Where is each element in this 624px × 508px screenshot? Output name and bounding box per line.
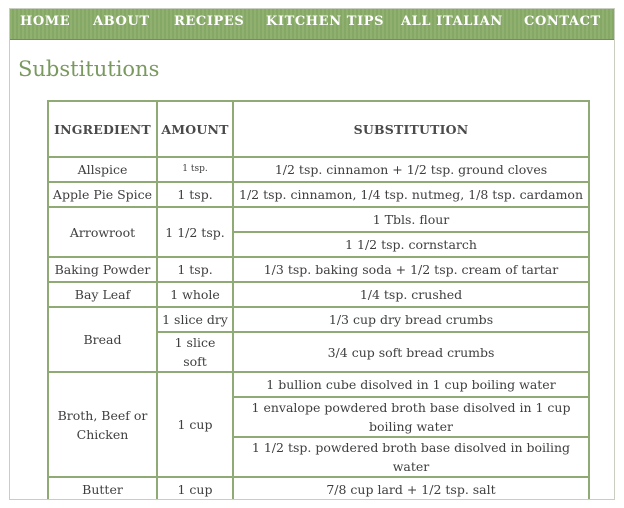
table-row [48, 157, 589, 182]
amount-cell: 1 tsp. [157, 182, 233, 207]
amount-cell: 1 1/2 tsp. [157, 207, 233, 257]
table-header-row [48, 101, 589, 157]
substitution-cell: 1 1/2 tsp. powdered broth base disolved in boiling water [233, 437, 589, 477]
table-row [48, 372, 589, 397]
substitutions-table [47, 100, 590, 500]
ingredient-cell: Apple Pie Spice [48, 182, 157, 207]
ingredient-cell: Allspice [48, 157, 157, 182]
substitution-cell: 1 envalope powdered broth base disolved in 1 cup boiling water [233, 397, 589, 437]
nav-kitchen-tips[interactable]: KITCHEN TIPS [266, 14, 385, 29]
nav-recipes[interactable]: RECIPES [174, 14, 245, 29]
top-nav [10, 9, 614, 40]
ingredient-cell: Butter [48, 477, 157, 500]
ingredient-cell: Broth, Beef or Chicken [48, 372, 157, 477]
page-title: Substitutions [18, 57, 160, 81]
nav-home[interactable]: HOME [20, 14, 71, 29]
nav-about[interactable]: ABOUT [93, 14, 150, 29]
table-row [48, 477, 589, 500]
amount-cell: 1 cup [157, 372, 233, 477]
substitution-cell: 1/2 tsp. cinnamon + 1/2 tsp. ground cloves [233, 157, 589, 182]
amount-cell: 1 tsp. [157, 157, 233, 182]
amount-cell: 1 whole [157, 282, 233, 307]
substitution-cell: 1/3 cup dry bread crumbs [233, 307, 589, 332]
amount-cell: 1 tsp. [157, 257, 233, 282]
substitution-cell: 1/2 tsp. cinnamon, 1/4 tsp. nutmeg, 1/8 tsp. cardamon [233, 182, 589, 207]
substitution-cell: 1 bullion cube disolved in 1 cup boiling water [233, 372, 589, 397]
substitution-cell: 7/8 cup lard + 1/2 tsp. salt [233, 477, 589, 500]
table-row [48, 282, 589, 307]
page-frame [9, 8, 615, 500]
table-row [48, 257, 589, 282]
table-row [48, 182, 589, 207]
nav-contact[interactable]: CONTACT [524, 14, 601, 29]
ingredient-cell: Bread [48, 307, 157, 372]
substitution-cell: 1 1/2 tsp. cornstarch [233, 232, 589, 257]
nav-all-italian[interactable]: ALL ITALIAN [401, 14, 503, 29]
table-row [48, 307, 589, 332]
amount-cell: 1 cup [157, 477, 233, 500]
ingredient-cell: Arrowroot [48, 207, 157, 257]
substitution-cell: 1/4 tsp. crushed [233, 282, 589, 307]
substitution-cell: 1 Tbls. flour [233, 207, 589, 232]
amount-cell: 1 slice soft [157, 332, 233, 372]
substitution-cell: 1/3 tsp. baking soda + 1/2 tsp. cream of tartar [233, 257, 589, 282]
header-amount: AMOUNT [157, 101, 233, 157]
header-ingredient: INGREDIENT [48, 101, 157, 157]
table-row [48, 207, 589, 232]
amount-cell: 1 slice dry [157, 307, 233, 332]
ingredient-cell: Baking Powder [48, 257, 157, 282]
substitution-cell: 3/4 cup soft bread crumbs [233, 332, 589, 372]
ingredient-cell: Bay Leaf [48, 282, 157, 307]
header-substitution: SUBSTITUTION [233, 101, 589, 157]
